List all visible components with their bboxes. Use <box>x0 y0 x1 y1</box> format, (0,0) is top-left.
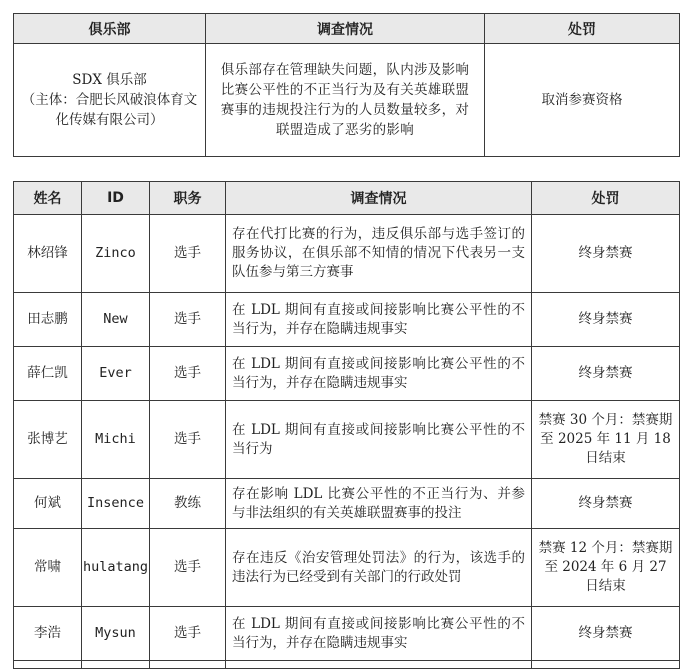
club-penalty-table <box>13 13 680 157</box>
player-investigation: 在 LDL 期间有直接或间接影响比赛公平性的不当行为，并存在隐瞒违规事实 <box>226 293 532 347</box>
player-id: New <box>82 293 150 347</box>
player-investigation: 存在代打比赛的行为，违反俱乐部与选手签订的服务协议，在俱乐部不知情的情况下代表另一支队伍参与第三方赛事 <box>226 215 532 293</box>
player-penalty: 禁赛 12 个月：禁赛期至 2024 年 6 月 27 日结束 <box>532 529 680 607</box>
club-header-penalty: 处罚 <box>485 14 680 44</box>
player-name: 何斌 <box>14 479 82 529</box>
player-investigation: 存在影响 LDL 比赛公平性的不正当行为、并参与非法组织的有关英雄联盟赛事的投注 <box>226 479 532 529</box>
player-role: 选手 <box>150 215 226 293</box>
player-investigation: 在 LDL 期间有直接或间接影响比赛公平性的不当行为 <box>226 401 532 479</box>
player-role: 教练 <box>150 479 226 529</box>
player-penalty: 终身禁赛 <box>532 293 680 347</box>
player-id: hulatang <box>82 529 150 607</box>
table-row <box>14 215 680 293</box>
club-header-club: 俱乐部 <box>14 14 206 44</box>
player-penalty: 禁赛 30 个月：禁赛期至 2025 年 11 月 18 日结束 <box>532 401 680 479</box>
player-header-id: ID <box>82 182 150 215</box>
cut-off-cell <box>532 661 680 669</box>
table-row <box>14 607 680 661</box>
player-penalty: 终身禁赛 <box>532 607 680 661</box>
player-name: 田志鹏 <box>14 293 82 347</box>
player-id: Michi <box>82 401 150 479</box>
player-id: Mysun <box>82 607 150 661</box>
table-row <box>14 401 680 479</box>
player-investigation: 在 LDL 期间有直接或间接影响比赛公平性的不当行为，并存在隐瞒违规事实 <box>226 607 532 661</box>
player-id: Insence <box>82 479 150 529</box>
player-penalty: 终身禁赛 <box>532 215 680 293</box>
player-name: 李浩 <box>14 607 82 661</box>
player-investigation: 存在违反《治安管理处罚法》的行为，该选手的违法行为已经受到有关部门的行政处罚 <box>226 529 532 607</box>
player-investigation: 在 LDL 期间有直接或间接影响比赛公平性的不当行为，并存在隐瞒违规事实 <box>226 347 532 401</box>
club-header-investigation: 调查情况 <box>206 14 485 44</box>
table-row <box>14 529 680 607</box>
player-id: Ever <box>82 347 150 401</box>
player-role: 选手 <box>150 401 226 479</box>
player-name: 林绍锋 <box>14 215 82 293</box>
player-role: 选手 <box>150 607 226 661</box>
table-row <box>14 293 680 347</box>
cut-off-cell <box>150 661 226 669</box>
cut-off-cell <box>14 661 82 669</box>
player-role: 选手 <box>150 347 226 401</box>
club-investigation: 俱乐部存在管理缺失问题，队内涉及影响比赛公平性的不正当行为及有关英雄联盟赛事的违规投注行为的人员数量较多，对联盟造成了恶劣的影响 <box>206 44 485 157</box>
player-role: 选手 <box>150 529 226 607</box>
table-row <box>14 347 680 401</box>
player-header-name: 姓名 <box>14 182 82 215</box>
player-header-penalty: 处罚 <box>532 182 680 215</box>
player-header-role: 职务 <box>150 182 226 215</box>
player-penalty-table <box>13 181 680 669</box>
player-name: 张博艺 <box>14 401 82 479</box>
player-penalty: 终身禁赛 <box>532 479 680 529</box>
club-entity: （主体：合肥长风破浪体育文化传媒有限公司） <box>21 92 198 128</box>
club-penalty: 取消参赛资格 <box>485 44 680 157</box>
player-name: 常啸 <box>14 529 82 607</box>
table-row <box>14 479 680 529</box>
player-header-investigation: 调查情况 <box>226 182 532 215</box>
player-table-header-row <box>14 182 680 215</box>
player-penalty: 终身禁赛 <box>532 347 680 401</box>
cut-off-cell <box>82 661 150 669</box>
club-name: SDX 俱乐部 <box>72 72 147 88</box>
table-row-cut-off <box>14 661 680 669</box>
cut-off-cell <box>226 661 532 669</box>
player-name: 薛仁凯 <box>14 347 82 401</box>
player-role: 选手 <box>150 293 226 347</box>
player-id: Zinco <box>82 215 150 293</box>
club-cell <box>14 44 206 157</box>
club-table-row <box>14 44 680 157</box>
club-table-header-row <box>14 14 680 44</box>
